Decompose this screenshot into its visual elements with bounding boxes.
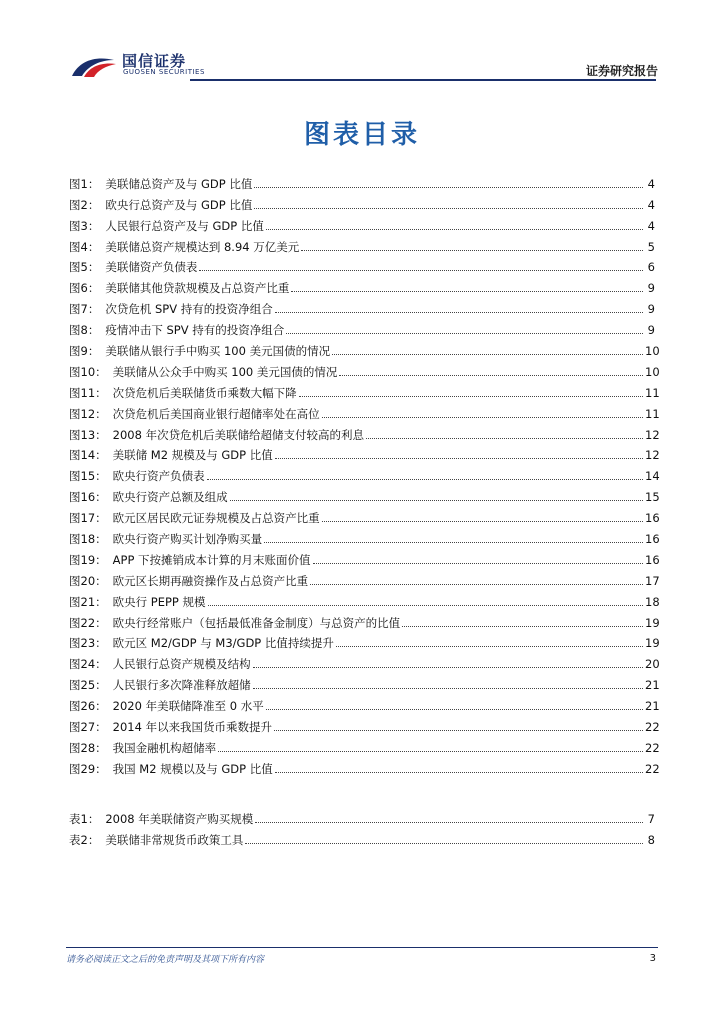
toc-entry-number: 图10： <box>69 364 107 379</box>
toc-entry-page: 4 <box>647 197 655 212</box>
toc-entry[interactable] <box>69 546 660 567</box>
toc-entry-page: 11 <box>645 385 660 400</box>
toc-entry-label: 2020 年美联储降准至 0 水平 <box>112 699 264 714</box>
toc-entry-number: 图24： <box>69 657 107 672</box>
toc-entry-page: 16 <box>645 532 660 547</box>
toc-entry[interactable] <box>69 525 660 547</box>
toc-entry[interactable] <box>69 504 660 526</box>
toc-entry[interactable] <box>69 734 660 755</box>
toc-entry-label: 欧央行资产购买计划净购买量 <box>112 532 263 547</box>
toc-entry-label: 2014 年以来我国货币乘数提升 <box>112 720 273 735</box>
toc-entry[interactable] <box>69 442 660 463</box>
toc-entry-number: 图6： <box>69 281 100 296</box>
toc-leader-dots <box>310 584 643 585</box>
toc-entry-label: 美联储非常规货币政策工具 <box>105 832 244 847</box>
toc-entry-page: 5 <box>647 239 655 254</box>
toc-entry[interactable] <box>69 274 655 295</box>
toc-entry-number: 图22： <box>69 615 107 630</box>
toc-entry-number: 图27： <box>69 720 107 735</box>
toc-entry-page: 20 <box>645 657 660 672</box>
toc-entry[interactable] <box>69 358 660 379</box>
toc-entry-page: 16 <box>645 552 660 567</box>
toc-entry-label: 人民银行多次降准释放超储 <box>112 678 251 693</box>
toc-leader-dots <box>253 688 643 689</box>
guosen-logo <box>70 50 210 84</box>
toc-entry-label: 欧央行 PEPP 规模 <box>112 594 206 609</box>
toc-entry-label: APP 下按摊销成本计算的月末账面价值 <box>112 552 311 567</box>
toc-entry-label: 欧央行资产负债表 <box>112 469 205 484</box>
toc-entry-label: 次贷危机 SPV 持有的投资净组合 <box>105 302 273 317</box>
toc-leader-dots <box>336 646 643 647</box>
toc-entry-page: 14 <box>645 469 660 484</box>
toc-entry-number: 图18： <box>69 532 107 547</box>
toc-entry[interactable] <box>69 826 655 847</box>
toc-leader-dots <box>332 354 643 355</box>
table-list <box>69 805 655 847</box>
toc-entry-page: 9 <box>647 281 655 296</box>
toc-entry-number: 图9： <box>69 344 100 359</box>
toc-entry[interactable] <box>69 755 660 776</box>
toc-entry-number: 图19： <box>69 552 107 567</box>
toc-entry[interactable] <box>69 170 655 191</box>
toc-entry-page: 15 <box>645 490 660 505</box>
disclaimer-text: 请务必阅读正文之后的免责声明及其项下所有内容 <box>66 955 265 965</box>
toc-leader-dots <box>291 291 643 292</box>
toc-entry[interactable] <box>69 254 655 275</box>
toc-entry-number: 图7： <box>69 302 100 317</box>
toc-entry[interactable] <box>69 191 655 212</box>
toc-entry-label: 次贷危机后美联储货币乘数大幅下降 <box>112 385 297 400</box>
toc-leader-dots <box>286 333 643 334</box>
toc-entry-page: 19 <box>645 636 660 651</box>
toc-entry-number: 图3： <box>69 218 100 233</box>
toc-entry-number: 图13： <box>69 427 107 442</box>
toc-entry[interactable] <box>69 316 655 337</box>
toc-entry-label: 2008 年美联储资产购买规模 <box>105 811 254 826</box>
toc-entry[interactable] <box>69 295 655 316</box>
toc-leader-dots <box>208 605 643 606</box>
toc-entry-page: 16 <box>645 511 660 526</box>
toc-entry-page: 9 <box>647 323 655 338</box>
toc-entry[interactable] <box>69 400 660 421</box>
toc-leader-dots <box>339 375 643 376</box>
toc-entry[interactable] <box>69 609 660 630</box>
figure-list <box>69 170 660 776</box>
toc-leader-dots <box>266 229 643 230</box>
toc-leader-dots <box>275 458 643 459</box>
toc-entry-label: 疫情冲击下 SPV 持有的投资净组合 <box>105 323 285 338</box>
toc-entry-number: 图20： <box>69 573 107 588</box>
toc-entry[interactable] <box>69 630 660 651</box>
toc-entry-number: 图28： <box>69 740 107 755</box>
toc-leader-dots <box>264 542 643 543</box>
page-number: 3 <box>649 953 656 964</box>
toc-entry[interactable] <box>69 805 655 826</box>
toc-entry[interactable] <box>69 462 660 484</box>
toc-entry[interactable] <box>69 713 660 735</box>
toc-entry[interactable] <box>69 567 660 588</box>
footer-divider <box>66 947 658 948</box>
toc-entry-page: 4 <box>647 176 655 191</box>
toc-leader-dots <box>301 250 643 251</box>
toc-leader-dots <box>230 500 643 501</box>
toc-leader-dots <box>275 772 643 773</box>
toc-entry-number: 图16： <box>69 490 107 505</box>
toc-entry-number: 图21： <box>69 594 107 609</box>
toc-entry-page: 9 <box>647 302 655 317</box>
toc-leader-dots <box>218 751 643 752</box>
toc-leader-dots <box>266 709 643 710</box>
toc-entry-page: 11 <box>645 406 660 421</box>
toc-entry-page: 12 <box>645 427 660 442</box>
toc-entry-label: 人民银行总资产规模及结构 <box>112 657 251 672</box>
toc-leader-dots <box>207 479 643 480</box>
toc-entry-number: 图8： <box>69 323 100 338</box>
toc-entry-label: 美联储其他贷款规模及占总资产比重 <box>105 281 290 296</box>
toc-entry-label: 美联储从银行手中购买 100 美元国债的情况 <box>105 344 331 359</box>
toc-entry-label: 美联储从公众手中购买 100 美元国债的情况 <box>112 364 338 379</box>
toc-entry-label: 我国 M2 规模以及与 GDP 比值 <box>112 761 273 776</box>
toc-entry-label: 我国金融机构超储率 <box>112 740 217 755</box>
toc-entry-page: 19 <box>645 615 660 630</box>
toc-entry-label: 欧央行资产总额及组成 <box>112 490 228 505</box>
toc-entry-label: 欧元区长期再融资操作及占总资产比重 <box>112 573 309 588</box>
toc-leader-dots <box>245 843 643 844</box>
toc-entry-label: 人民银行总资产及与 GDP 比值 <box>105 218 264 233</box>
toc-entry-label: 美联储总资产规模达到 8.94 万亿美元 <box>105 239 300 254</box>
toc-entry-label: 欧元区 M2/GDP 与 M3/GDP 比值持续提升 <box>112 636 334 651</box>
toc-entry-label: 2008 年次贷危机后美联储给超储支付较高的利息 <box>112 427 365 442</box>
toc-entry[interactable] <box>69 671 660 693</box>
report-type-label: 证券研究报告 <box>585 64 658 78</box>
toc-entry-page: 7 <box>647 811 655 826</box>
toc-entry-number: 图11： <box>69 385 107 400</box>
toc-leader-dots <box>199 270 643 271</box>
toc-leader-dots <box>313 563 643 564</box>
toc-entry-page: 12 <box>645 448 660 463</box>
toc-entry-number: 图12： <box>69 406 107 421</box>
toc-entry[interactable] <box>69 421 660 442</box>
toc-entry-page: 6 <box>647 260 655 275</box>
toc-entry[interactable] <box>69 212 655 233</box>
toc-entry[interactable] <box>69 379 660 400</box>
toc-leader-dots <box>275 312 643 313</box>
toc-entry-page: 21 <box>645 699 660 714</box>
toc-entry[interactable] <box>69 692 660 714</box>
toc-entry-page: 18 <box>645 594 660 609</box>
toc-entry-number: 图17： <box>69 511 107 526</box>
toc-entry-page: 22 <box>645 720 660 735</box>
toc-entry-number: 图25： <box>69 678 107 693</box>
toc-entry-page: 21 <box>645 678 660 693</box>
toc-leader-dots <box>299 396 643 397</box>
toc-entry-label: 美联储 M2 规模及与 GDP 比值 <box>112 448 273 463</box>
toc-entry-label: 美联储资产负债表 <box>105 260 198 275</box>
logo-text-cn: 国信证券 <box>122 52 187 70</box>
toc-entry-number: 图14： <box>69 448 107 463</box>
toc-entry-page: 10 <box>645 344 660 359</box>
toc-entry-page: 17 <box>645 573 660 588</box>
toc-entry-number: 表1： <box>69 811 100 826</box>
toc-entry-label: 次贷危机后美国商业银行超储率处在高位 <box>112 406 320 421</box>
toc-leader-dots <box>402 626 643 627</box>
toc-leader-dots <box>322 521 643 522</box>
page-header <box>0 0 724 80</box>
toc-leader-dots <box>366 438 643 439</box>
toc-leader-dots <box>322 417 643 418</box>
toc-entry-number: 图15： <box>69 469 107 484</box>
toc-entry-number: 图4： <box>69 239 100 254</box>
toc-entry-number: 图1： <box>69 176 100 191</box>
toc-leader-dots <box>254 187 643 188</box>
toc-entry-number: 图2： <box>69 197 100 212</box>
toc-entry-number: 图26： <box>69 699 107 714</box>
toc-entry-number: 图5： <box>69 260 100 275</box>
toc-entry[interactable] <box>69 337 660 359</box>
toc-entry-number: 图29： <box>69 761 107 776</box>
toc-entry-page: 22 <box>645 740 660 755</box>
toc-leader-dots <box>255 822 643 823</box>
guosen-logo-icon <box>70 50 118 80</box>
toc-leader-dots <box>274 730 643 731</box>
toc-entry[interactable] <box>69 588 660 609</box>
toc-entry-page: 4 <box>647 218 655 233</box>
toc-entry-number: 图23： <box>69 636 107 651</box>
toc-entry-page: 22 <box>645 761 660 776</box>
toc-entry[interactable] <box>69 233 655 254</box>
toc-entry[interactable] <box>69 483 660 505</box>
toc-entry-page: 10 <box>645 364 660 379</box>
toc-leader-dots <box>253 667 643 668</box>
toc-entry-page: 8 <box>647 832 655 847</box>
toc-entry-label: 欧元区居民欧元证券规模及占总资产比重 <box>112 511 320 526</box>
header-divider <box>190 79 656 81</box>
page-title: 图表目录 <box>303 120 420 150</box>
toc-entry-label: 欧央行经常账户（包括最低准备金制度）与总资产的比值 <box>112 615 401 630</box>
toc-entry-number: 表2： <box>69 832 100 847</box>
toc-leader-dots <box>254 208 643 209</box>
toc-entry-label: 欧央行总资产及与 GDP 比值 <box>105 197 253 212</box>
toc-entry[interactable] <box>69 650 660 672</box>
toc-entry-label: 美联储总资产及与 GDP 比值 <box>105 176 253 191</box>
logo-text-en: GUOSEN SECURITIES <box>123 68 205 76</box>
